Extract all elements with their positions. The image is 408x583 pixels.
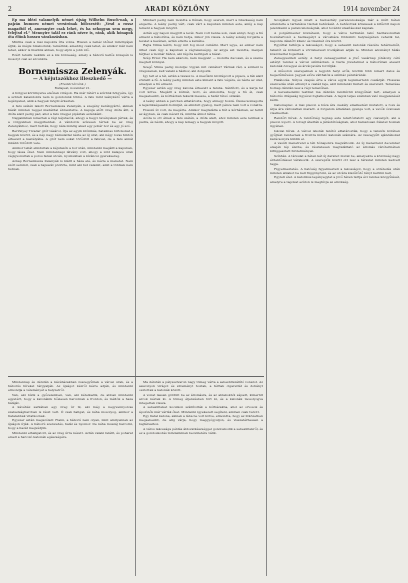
separator [56,63,86,64]
paragraph: A vasúti menetrend a téli hónapokra megváltozik. Az új menetrend december elsején lép életbe, és részletesen megtalálható az állomás várótermében kifüggesztett hirdetményen. [270,141,400,154]
paragraph: Aztán egy napon megjött a levél. Nem volt benne sok, csak annyi, hogy a fiú elment a háborúba, és nem tudja, mikor jön vissza. A leány sokáig forgatta a levelet a kezében, aztán eltette a keblébe. [139,30,263,43]
paragraph: A polgármester közzéteszi, hogy a város területén lakó hadbavonultak hozzátartozói a hadisegélyt a városháza földszinti helyiségében vehetik fel, naponta délelőtt kilenc és tizenkét óra között. [270,30,400,43]
column-1 [8,18,133,373]
paragraph: Mindenki elhallgatott, és az öreg úrra nézett. Aztán valaki felállt, és poharat emelt a harcoló katonák egészségére. [8,430,133,439]
paragraph: Aznap Bornemissza Zelenyák is kiállt a háza elé, és nézte a menetet. Nem szólt semmit, csak a bajuszát pödörte, mint aki tud valamit, amit a többiek nem tudnak. [8,158,133,171]
paragraph: A leány abban a percben elhatározta, hogy elmegy hozzá. Összecsomagolta a legszükségesebb holmiját, és elindult gyalog, mert pénze nem volt a vonatra. [139,99,263,108]
paragraph: Ezért tetszik nekünk ez a kis bölcseség, amely a háború kellős közepén is mosolyt csal az arcunkra. [8,52,133,61]
paragraph: Egyszer aztán megszólalt: Fiaim, a háború nem olyan, mint amilyennek az újságok írják. A háború szenvedés, halál és nyomor. De néha muszáj harcolni, hogy a hazát megvédjük. [8,418,133,431]
paragraph: Iskolai hírek. A városi iskolák tanítói elhatározták, hogy a tanulók körében gyűjtést rendeznek a frontra induló katonák számára. Az összegyűlt ajándékokat karácsonyra küldik el. [270,128,400,141]
paragraph: Mindennap és délután a kávéházakban összegyűlnek a városi urak, és a háborús híreket tárgyalják. Az újságot kézről kézre adják, és mindenki elmondja a véleményét a helyzetről. [8,380,133,393]
paragraph: Mintha csak a mai napokra írta volna. Hiszen a nehéz időket mindnyájan éljük, és mégis bizakodunk, remélünk, ameddig csak lehet, és amikor már nem lehet, akkor is hiszünk abban, hogy eljön a jobb idő. [8,40,133,53]
paragraph: A sebesülteket kocsikon szállították a kórházakba, ahol az orvosok és ápolónők már várták őket. Mindenki igyekezett segíteni, amiben csak tudott. [139,405,263,414]
paragraph: Hosszú út volt, de megérte. Amikor megtalálta a fiút a kórházban, az felült az ágyban, és csak nézett rá, mintha álmot látna. [139,107,263,116]
paragraph: Egyszer aztán egy öreg katona érkezett a faluba. Sántított, és a karja fel volt kötve. Megállt a kútnál, ivott, és elmondta, hogy a fiú él, csak megsebesült, és kórházban fekszik messze, a határ túlsó oldalán. [139,86,263,99]
column-rule-1 [135,18,136,576]
paragraph: Egyleti élet. A katolikus legényegylet a jövő héten tartja évi rendes közgyűlését, amelyre a tagokat ezúton is meghívja az elnökség. [270,175,400,184]
paragraph: Szép Erzsi: Ha nem akarom, nem megyek! — mondta dacosan, és a szeme megtelt könnyel. [139,56,263,65]
paragraph: Berlönyey Tivadar gróf vásárol, írja az egyik krónikás, hatalmas birtokokat a hegyek között, és a nép nagy bámulattal nézte az új urat, aki négy lovas hintón érkezett a kastélyába. A gróf nem sokat törődött a faluval, de a falu annál inkább törődött vele. [8,129,133,146]
article-title: Bornemissza Zelenyák. [18,65,127,76]
paragraph: Azóta is ott élnek a falu szélén, a diófa alatt, ahol minden este leülnek a padra, és nézik, ahogy a nap lemegy a hegyek mögött. [139,116,263,125]
paragraph: Napjainkban ismertek a régi kéjutazók, ahogy a hegyi ösvényeken jártak, és a völgyekben megpihentek. A vándorok szívesen tértek be az öreg Zelenyákhoz, mert tudták, hogy nála mindig akad egy pohár bor és egy jó szó. [8,116,133,129]
paragraph: A vonat lassan gördült be az állomásra, és az ablakokból sápadt, kimerült arcok néztek ki. A tömeg éljenzésben tört ki, és a katonák mosolyogva integettek vissza. [139,392,263,405]
bottom-column-2 [139,380,263,575]
column-3 [270,18,400,583]
paragraph: A város lakossága példás áldozatkészséggel gondoskodik a sebesültekről, és ez a gondoskodás mindenkinek becsületére válik. [139,426,263,435]
paragraph: Szegő Vilma pedig mondja: Ugyan mit csinálsz? Várnak rád, a szüleid is öregszenek, kell valaki a házhoz, aki dolgozik. [139,64,263,73]
column-2 [139,18,263,373]
paragraph: Figyelmeztetés. A hatóság figyelmezteti a lakosságot, hogy a sötétedés után minden ablakot be kell függönyözni, és az utcára kiszűrődő fényt kerülni kell. [270,166,400,175]
paragraph: A kávéház sarkában egy öreg úr ül, aki még a negyvennyolcas szabadságharcban is részt vett. Ő csak hallgat, és néha mosolyog, amikor a fiatalabbak vitatkoznak. [8,405,133,418]
article-subtitle: — A kéjutazókhoz illeszkedő — [33,76,112,82]
page-header [8,3,400,16]
paragraph: A műsoron szerepelnek a legjobb helyi erők, köztük több ismert dalos és hegedűművész. Jegyek előre válthatók a színház pénztáránál. [270,68,400,77]
issue-date: 1914 november 24 [342,5,400,13]
paragraph: Rajta Vilma kérdi, hogy mit fog most csinálni. Mert ugye, az ember nem ülhet csak úgy a kapuban a végtelenségig. Az anyja azt mondta, menjen férjhez a molnár fiához, aki régóta kerülgeti a házat. [139,43,263,56]
paragraph: Így telt el a tél, aztán a tavasz is. A mezőkön kivirágzott a pipacs, a fák alatt zöldellt a fű. A leány pedig minden este kiment a falu végére, és nézte az utat, amelyen a fiú elment. [139,73,263,86]
article-byline: (Eredeti tárcánk.) [59,81,86,86]
section-rule [8,376,264,377]
paragraph: A kereskedelmi testület ma délután rendkívüli közgyűlést tart, amelyen a háborús drágaság ügyével foglalkoznak. A tagok teljes számban való megjelenését kérik. [270,90,400,103]
paragraph: Halálozás. Súlyos csapás érte a város egyik legismertebb családját. Hosszas szenvedés után elhunyt a család feje, akit mindenki tisztelt és szeretett. Temetése holnap délután lesz a régi temetőben. [270,77,400,90]
lead-paragraph: Ep ma idézi valamelyik német újság Wilhelm Busch-nak, a pajzán humoru német versírónak bölcseséit: „Vesd a rossz magadtól el, amennyire csak lehet, és ha sehogyan sem megy, felejtsd el.” Mennyire talál ez ránk nézve is, ránk, akik hónapok óta élünk hosszu várakozásban. [8,18,133,40]
newspaper-title: ARADI KÖZLÖNY [144,5,210,13]
paragraph: Van, aki bízik a győzelemben, van, aki kételkedik, de abban mindenki egyetért, hogy a katonáink hősiesen harcolnak a fronton, és méltók a haza háláját. [8,392,133,405]
paragraph: Szolgálati ügyek miatt a hadosztály parancsnoksága már a múlt héten elrendelte a tartalékos tisztek behívását. A behívottak kötelesek a kitűzött napon jelentkezni a parancsnokságnál, ahol további utasításokat kapnak. [270,18,400,31]
article-dateline: Budapest, november 21. [54,85,91,90]
paragraph: A hölgyei körülnyelve elsőnek virágok. Ha már rátért a szívünk hölgyére, így a szüreti kalandokra nem is gondolunk többé. A falu mint leánykérő várta a legényeket, akik a hegyek mögül érkeztek. [8,90,133,103]
paragraph: Zenegyesületi estély. A helyi zeneegyesület a jövő vasárnap jótékony célú estélyt rendez a városi színházban. A tiszta jövedelmet a háborúban elesett katonák özvegyei és árvái javára fordítják. [270,56,400,69]
bottom-column-1 [8,380,133,575]
paragraph: Amikor tehát elindultak a kéjutazók a bor után, mindenki megállt a kapuban, hogy lássa őket. Nem mindennapi látvány volt, ahogy a zöld kalapos urak végigvonultak a poros falusi utcán, nyomukban a kíváncsi gyereksereg. [8,145,133,158]
column-rule-2 [266,18,267,576]
paragraph: Színház. A társulat a héten két új darabot mutat be, amelyekre a közönség nagy érdeklődéssel várakozik. A szereplők között ott lesz a társulat minden kedvelt tagja. [270,154,400,167]
paragraph: Gabonapiac. A mai piacon a búza ára csekély emelkedést mutatott, a rozs és árpa ára változatlan maradt. A forgalom általában gyenge volt, a vevők óvatosan viselkedtek. [270,103,400,116]
paragraph: Egy fiatal katona, akinek a lába be volt kötve, elmondta, hogy az ütközetben megsebesült, de alig várja, hogy meggyógyuljon, és visszatérhessen a bajtársaihoz. [139,414,263,427]
paragraph: A falu szélén lakott Bornemissza Zelenyák, a szegény kerékgyártó, akinek házát minden reggel madárdal ébresztette. A kapuja előtt öreg diófa állt, a diófa alatt pedig pad, ahol a falu öregjei pipáztak esténként. [8,103,133,116]
paragraph: Rendőri hírek. A rendőrség tegnap este letartóztatott egy csavargót, aki a piacon lopott. A tolvajt átadták a járásbíróságnak, ahol hamarosan ítéletet hoznak ügyében. [270,115,400,128]
paragraph: Egyúttal felhívja a lakosságot, hogy a sebesült katonák részére fehérneműt, takarót és kötszert a vöröskereszt irodájában adják le. Minden adományt hálás köszönettel fogadnak. [270,43,400,56]
paragraph: Mindazt pedig nem mondta a fiúnak, hogy szereti, mert a büszkeség nem engedte. A leány pedig várt, csak várt a kapuban minden este, amíg a nap lement a hegyek mögött. [139,18,263,31]
paragraph: Ma délután a pályaudvaron nagy tömeg várta a sebesültszállító vonatot. Az asszonyok virágot és süteményt hoztak, a férfiak cigarettát és dohányt osztottak a katonák között. [139,380,263,393]
page-number: 2 [8,5,12,13]
